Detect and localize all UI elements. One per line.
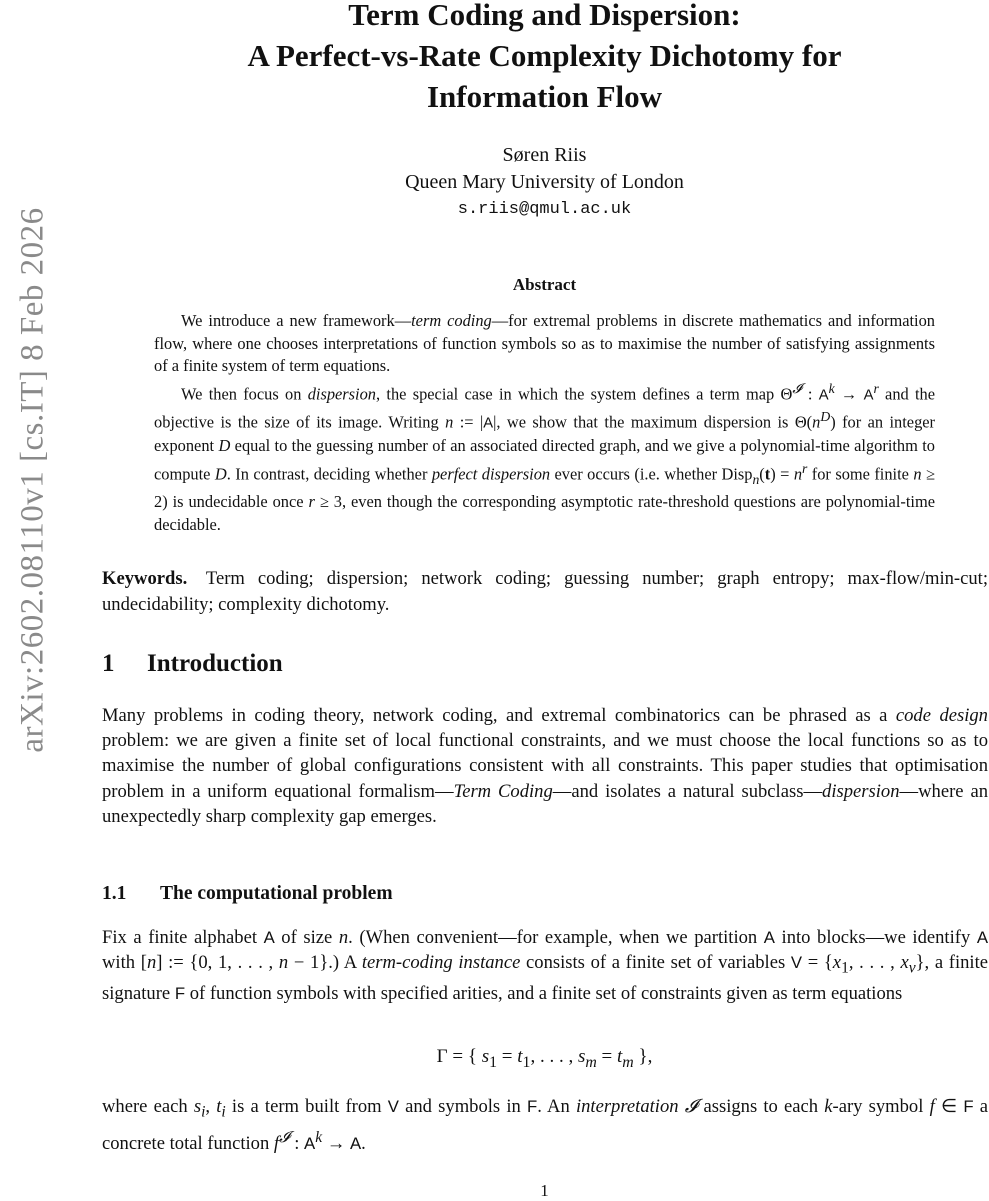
abstract-heading: Abstract [512,275,577,294]
subsection-paragraph-1 [102,925,988,1006]
keywords-text: Term coding; dispersion; network coding; guessing number; graph entropy; max-flow/min-cut; undecidability; complexity dichotomy. [102,568,989,615]
section-heading [102,650,283,678]
author-name: Søren Riis [502,144,587,166]
display-equation: Γ = { $s_1 = t_1$, . . . , $s_m = t_m$ }, [436,1046,653,1071]
page-number: 1 [540,1181,549,1200]
subsection-text-1: Fix a finite alphabet A of size n. (When convenient—for example, when we partition A into blocks—we identify A with [n] := {0, 1, . . . , n − 1}.) A term-coding instance consists of a finite set of variables $V = \{x_1$, . . . , $x_v$}, a finite signature F of function symbols with specified arities, and a finite set of constraints given as term equations [102,927,989,1005]
subsection-paragraph-2 [102,1094,988,1156]
abstract-paragraph-2: We then focus on dispersion, the special case in which the system defines a term map $\Theta^𝓘$ : $A^k \to A^r$ and the objective is the size of its image. Writing n := |A|, we show that the maximum dispersion is $\Theta(n^D)$ for an integer exponent D equal to the guessing number of an associated directed graph, and we give a polynomial-time algorithm to compute D. In contrast, deciding whether perfect dispersion ever occurs (i.e. whether Disp$_n$(t) = $n^r$ for some finite n ≥ 2) is undecidable once r ≥ 3, even though the corresponding asymptotic rate-threshold questions are polynomial-time decidable. [154,380,936,534]
paper-title [100,0,989,117]
introduction-text: Many problems in coding theory, network coding, and extremal combinatorics can be phrased as a code design problem: we are given a finite set of local functional constraints, and we must choose the local functions so as to maximise the number of global configurations consistent with all constraints. This paper studies that optimisation problem in a uniform equational formalism—Term Coding—and isolates a natural subclass—dispersion—where an unexpectedly sharp complexity gap emerges. [102,705,988,827]
subsection-number: 1.1 [102,883,127,904]
section-title: Introduction [147,650,283,677]
arxiv-identifier-stamp: arXiv:2602.08110v1 [cs.IT] 8 Feb 2026 [14,207,51,753]
abstract-paragraph-1: We introduce a new framework—term coding—for extremal problems in discrete mathematics and information flow, where one chooses interpretations of function symbols so as to maximise the number of satisfying assignments of a finite system of term equations. [154,311,936,375]
section-number: 1 [102,650,115,677]
introduction-paragraph [102,703,988,829]
title-line-1: Term Coding and Dispersion: [348,0,741,32]
keywords-label: Keywords. [102,568,188,589]
author-email[interactable]: s.riis@qmul.ac.uk [457,200,632,219]
abstract-body [154,310,935,536]
title-line-2: A Perfect-vs-Rate Complexity Dichotomy for [247,38,842,73]
author-block [100,142,989,223]
subsection-title: The computational problem [160,883,393,904]
title-line-3: Information Flow [426,79,663,114]
subsection-text-2: where each $s_i$, $t_i$ is a term built from V and symbols in F. An interpretation 𝓘 assigns to each k-ary symbol f ∈ F a concrete total function $f^𝓘$ : $A^k \to A$. [102,1096,988,1155]
subsection-heading [102,883,393,905]
keywords [102,566,988,617]
author-affiliation: Queen Mary University of London [405,171,684,193]
